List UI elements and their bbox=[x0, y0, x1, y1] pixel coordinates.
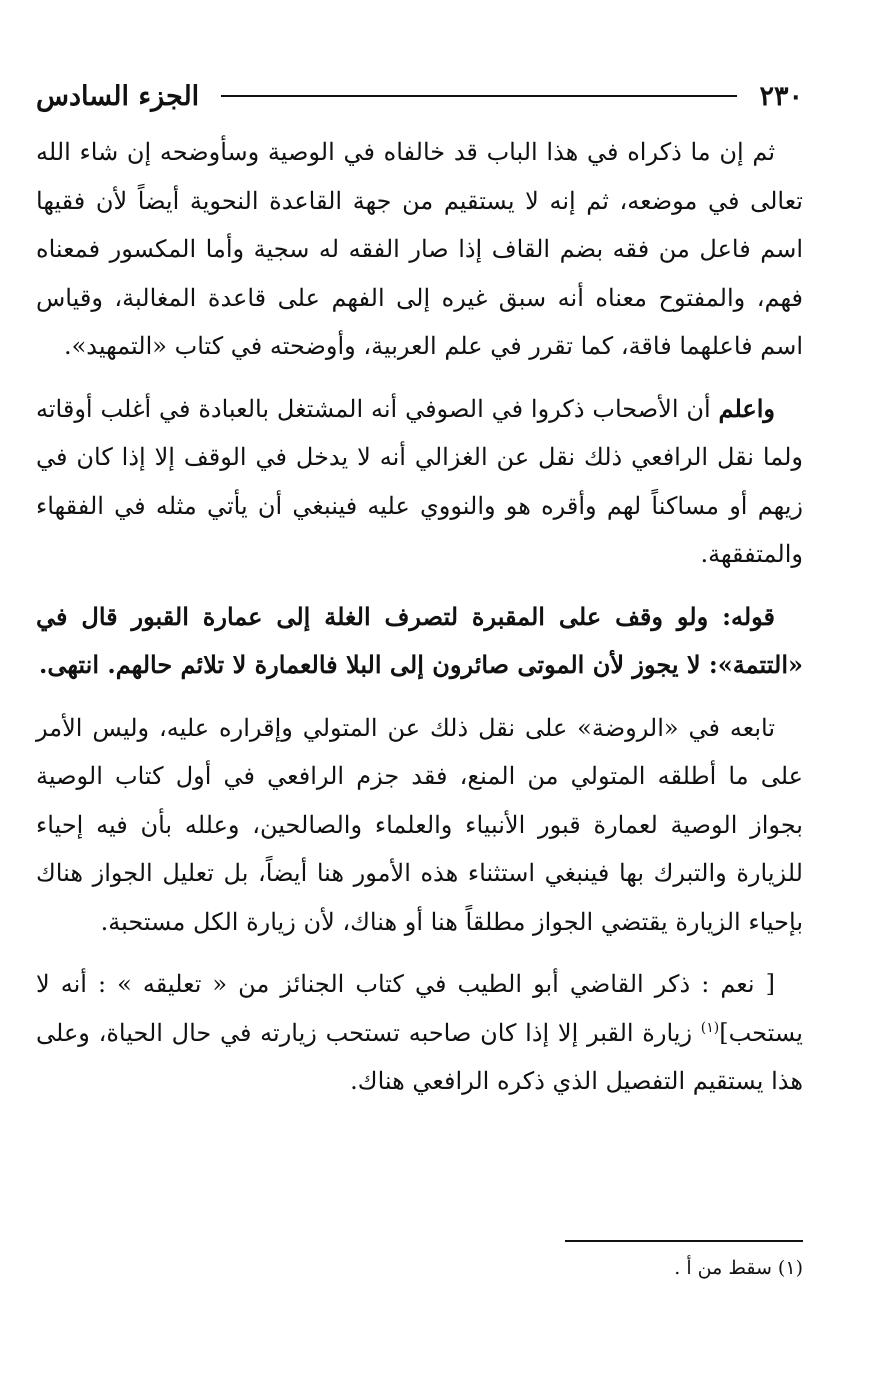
page-number: ٢٣٠ bbox=[759, 80, 803, 112]
main-text bbox=[36, 128, 803, 1120]
paragraph-2-text: أن الأصحاب ذكروا في الصوفي أنه المشتغل بالعبادة في أغلب أوقاته ولما نقل الرافعي ذلك نقل عن الغزالي أنه لا يدخل في الوقف إلا إذا كان في زيهم أو مساكناً لهم وأقره هو والنووي عليه فينبغي أن يأتي مثله في الفقهاء والمتفقهة. bbox=[36, 394, 804, 568]
paragraph-1: ثم إن ما ذكراه في هذا الباب قد خالفاه في الوصية وسأوضحه إن شاء الله تعالى في موضعه، ثم إنه لا يستقيم من جهة القاعدة النحوية أيضاً لأن فقيها اسم فاعل من فقه بضم القاف إذا صار الفقه له سجية وأما المكسور فمعناه فهم، والمفتوح معناه أنه سبق غيره إلى الفهم على قاعدة المغالبة، وقياس اسم فاعلهما فاقة، كما تقرر في علم العربية، وأوضحته في كتاب «التمهيد». bbox=[36, 138, 803, 360]
paragraph-5-text-a: [ نعم : ذكر القاضي أبو الطيب في كتاب الجنائز من « تعليقه » : أنه لا يستحب] bbox=[36, 970, 803, 1047]
footnote: (١) سقط من أ . bbox=[674, 1257, 803, 1279]
footnote-reference: (١) bbox=[700, 1019, 720, 1036]
paragraph-5 bbox=[36, 960, 803, 1106]
paragraph-5-text-b: زيارة القبر إلا إذا كان صاحبه تستحب زيارته في حال الحياة، وعلى هذا يستقيم التفصيل الذي ذكره الرافعي هناك. bbox=[36, 1018, 803, 1095]
page-header bbox=[36, 74, 803, 118]
footnote-rule bbox=[565, 1240, 803, 1242]
paragraph-4: تابعه في «الروضة» على نقل ذلك عن المتولي وإقراره عليه، وليس الأمر على ما أطلقه المتولي من المنع، فقد جزم الرافعي في أول كتاب الوصية بجواز الوصية لعمارة قبور الأنبياء والعلماء والصالحين، وعلله بأن فيه إحياء للزيارة والتبرك بها فينبغي استثناء هذه الأمور هنا أيضاً، بل تعليل الجواز هناك بإحياء الزيارة يقتضي الجواز مطلقاً هنا أو هناك، لأن زيارة الكل مستحبة. bbox=[36, 713, 803, 936]
paragraph-2-lead: واعلم bbox=[718, 393, 775, 423]
paragraph-2 bbox=[36, 385, 803, 579]
running-title: الجزء السادس bbox=[36, 80, 200, 112]
paragraph-3-quote: قوله: ولو وقف على المقبرة لتصرف الغلة إلى عمارة القبور قال في «التتمة»: لا يجوز لأن الموتى صائرون إلى البلا فالعمارة لا تلائم حالهم. انتهى. bbox=[36, 601, 803, 679]
header-rule bbox=[221, 95, 737, 97]
